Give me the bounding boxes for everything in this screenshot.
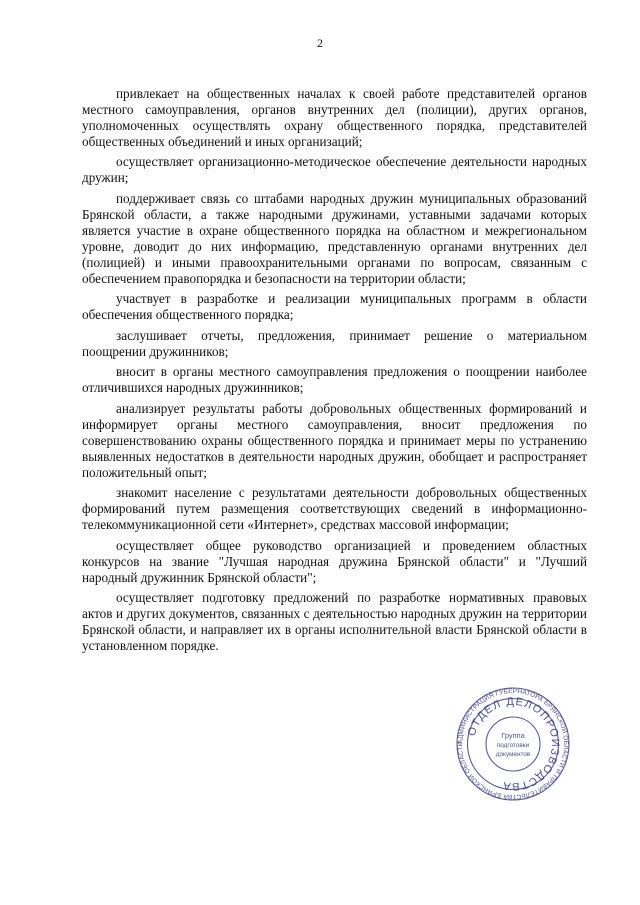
paragraph: поддерживает связь со штабами народных дружин муниципальных образований Брянской области, а также народными дружинами, уставными задачами которых является участие в охране общественного порядка на областном и межрегиональном уровне, доводит до них информацию, представленную органами внутренних дел (полицией) и иными правоохранительными органами по вопросам, связанным с обеспечением правопорядка и безопасности на территории области; — [82, 191, 587, 286]
paragraph: участвует в разработке и реализации муниципальных программ в области обеспечения общественного порядка; — [82, 291, 587, 323]
paragraph: заслушивает отчеты, предложения, принимает решение о материальном поощрении дружинников; — [82, 327, 587, 359]
paragraph: осуществляет подготовку предложений по разработке нормативных правовых актов и других документов, связанных с деятельностью народных дружин на территории Брянской области, и направляет их в органы исполнительной власти Брянской области в установленном порядке. — [82, 590, 587, 654]
paragraph: осуществляет организационно-методическое обеспечение деятельности народных дружин; — [82, 154, 587, 186]
stamp-outer-text: АДМИНИСТРАЦИЯ ГУБЕРНАТОРА БРЯНСКОЙ ОБЛАСТИ И ПРАВИТЕЛЬСТВА БРЯНСКОЙ ОБЛАСТИ — [456, 687, 570, 801]
paragraph: анализирует результаты работы добровольных общественных формирований и информирует органы местного самоуправления, вносит предложения по совершенствованию охраны общественного порядка и принимает меры по устранению выявленных недостатков в деятельности народных дружин, обобщает и распространяет положительный опыт; — [82, 401, 587, 480]
paragraph: знакомит население с результатами деятельности добровольных общественных формирований путем размещения соответствующих сведений в информационно-телекоммуникационной сети «Интернет», средствах массовой информации; — [82, 485, 587, 533]
page-number: 2 — [317, 36, 323, 50]
stamp-center-line1: Группа — [501, 731, 525, 740]
stamp-center-line3: документов — [495, 751, 531, 758]
paragraph: осуществляет общее руководство организацией и проведением областных конкурсов на звание "Лучшая народная дружина Брянской области" и "Лучший народный дружинник Брянской области"; — [82, 537, 587, 585]
stamp-center-line2: подготовки — [496, 742, 530, 749]
document-body — [82, 86, 587, 659]
paragraph: вносит в органы местного самоуправления предложения о поощрении наиболее отличившихся народных дружинников; — [82, 364, 587, 396]
official-stamp — [455, 686, 571, 802]
paragraph: привлекает на общественных началах к своей работе представителей органов местного самоуправления, органов внутренних дел (полиции), других органов, уполномоченных осуществлять охрану общественного порядка, представителей общественных объединений и иных организаций; — [82, 86, 587, 149]
stamp-dept-text: ОТДЕЛ ДЕЛОПРОИЗВОДСТВА — [465, 695, 562, 793]
